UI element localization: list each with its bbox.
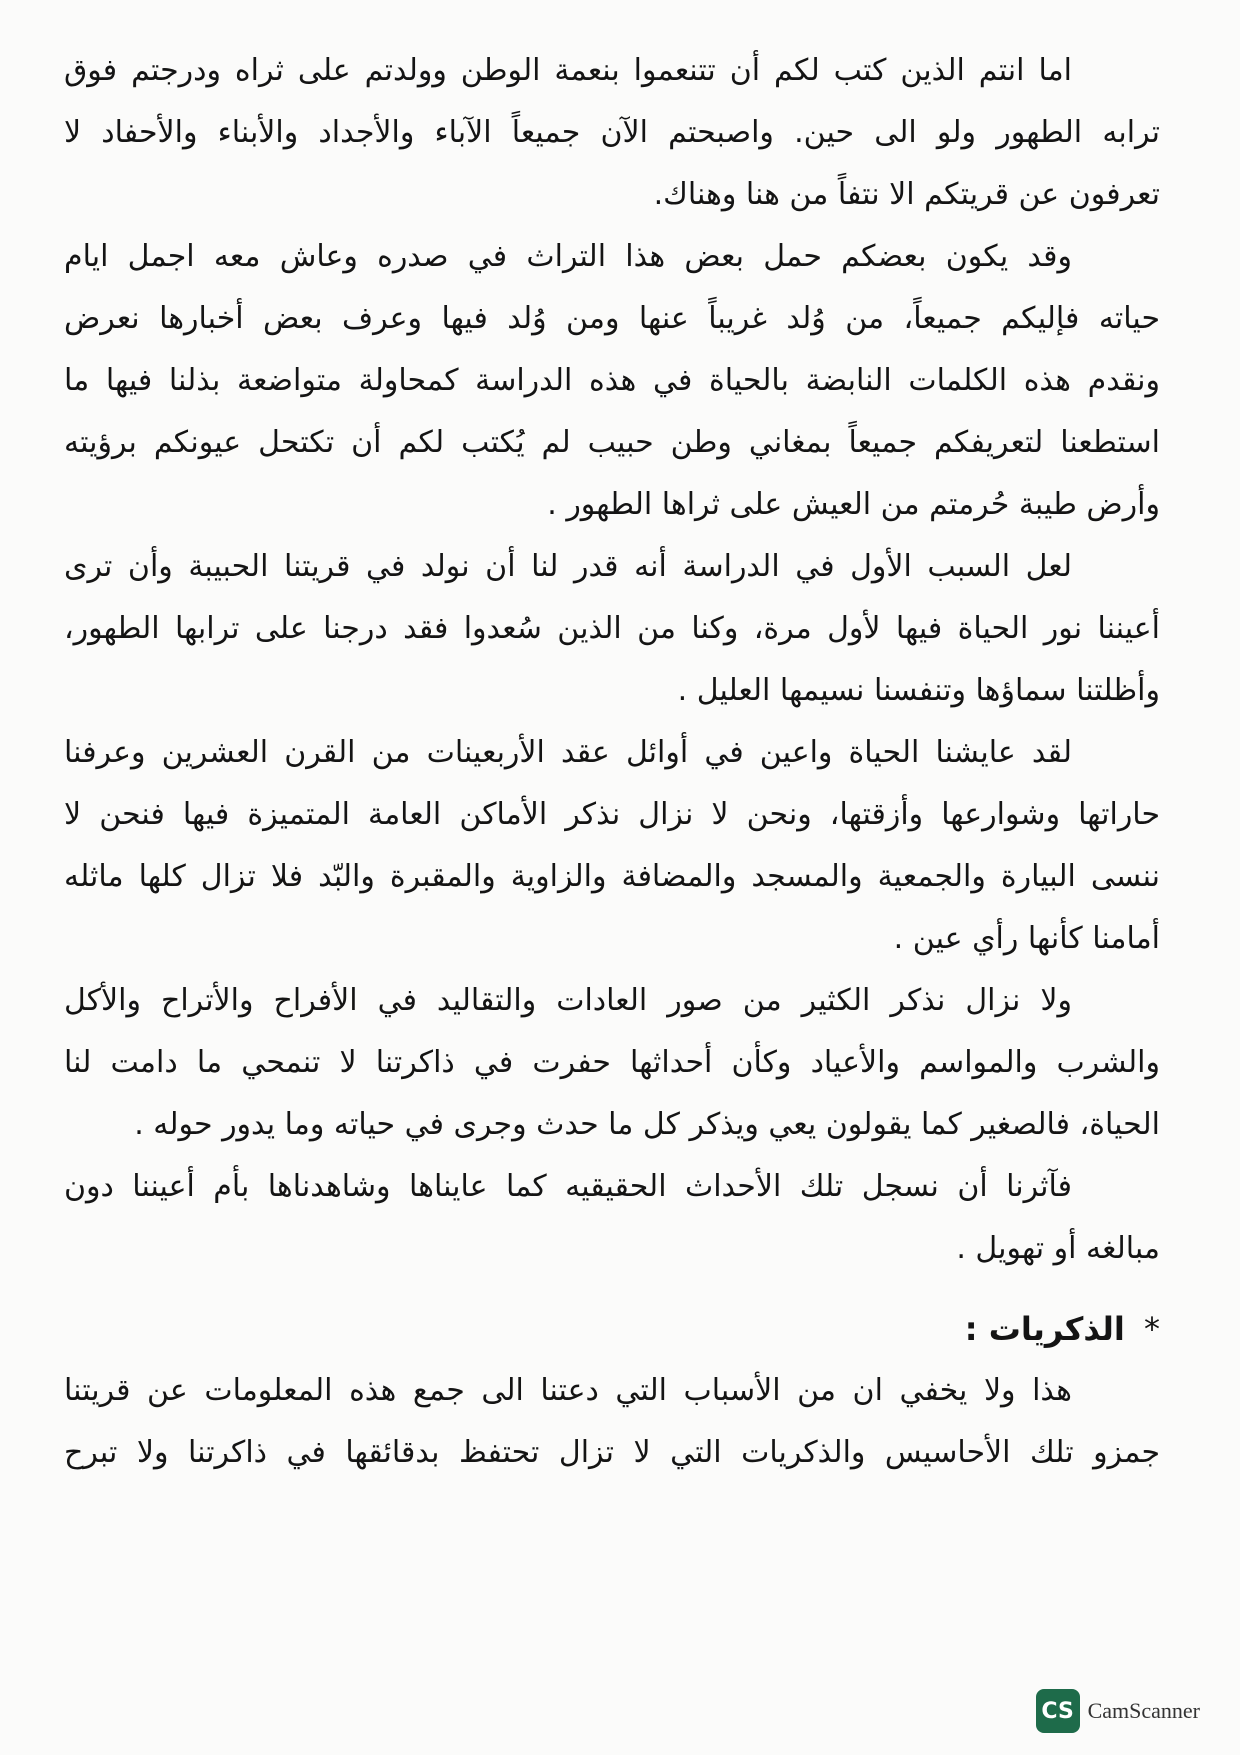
text-line: ونقدم هذه الكلمات النابضة بالحياة في هذه الدراسة كمحاولة متواضعة بذلنا فيها ما	[64, 363, 1160, 398]
text-line: ترابه الطهور ولو الى حين. واصبحتم الآن جميعاً الآباء والأجداد والأبناء والأحفاد لا	[64, 115, 1160, 150]
camscanner-watermark	[1036, 1689, 1200, 1733]
paragraph-6	[60, 1156, 1180, 1280]
text-line: وأرض طيبة حُرمتم من العيش على ثراها الطهور .	[547, 487, 1160, 522]
paragraph-5	[60, 970, 1180, 1156]
text-line: حياته فإليكم جميعاً، من وُلد غريباً عنها ومن وُلد فيها وعرف بعض أخبارها نعرض	[64, 301, 1160, 336]
text-line: ننسى البيارة والجمعية والمسجد والمضافة والزاوية والمقبرة والبّد فلا تزال كلها ماثله	[64, 859, 1160, 894]
text-line: أعيننا نور الحياة فيها لأول مرة، وكنا من الذين سُعدوا فقد درجنا على ترابها الطهور،	[64, 611, 1160, 646]
text-line: والشرب والمواسم والأعياد وكأن أحداثها حفرت في ذاكرتنا لا تنمحي ما دامت لنا	[64, 1045, 1160, 1080]
section-title: الذكريات :	[964, 1310, 1125, 1348]
camscanner-logo-icon: CS	[1036, 1689, 1080, 1733]
text-line: ولا نزال نذكر الكثير من صور العادات والتقاليد في الأفراح والأتراح والأكل	[64, 983, 1072, 1018]
camscanner-label: CamScanner	[1087, 1698, 1200, 1723]
text-line: استطعنا لتعريفكم جميعاً بمغاني وطن حبيب لم يُكتب لكم أن تكتحل عيونكم برؤيته	[64, 425, 1160, 460]
text-line: الحياة، فالصغير كما يقولون يعي ويذكر كل ما حدث وجرى في حياته وما يدور حوله .	[134, 1107, 1160, 1142]
text-line: وقد يكون بعضكم حمل بعض هذا التراث في صدره وعاش معه اجمل ايام	[64, 239, 1072, 274]
text-line: اما انتم الذين كتب لكم أن تتنعموا بنعمة الوطن وولدتم على ثراه ودرجتم فوق	[64, 53, 1072, 88]
document-page	[60, 40, 1180, 1680]
paragraph-1	[60, 40, 1180, 226]
text-line: فآثرنا أن نسجل تلك الأحداث الحقيقيه كما عايناها وشاهدناها بأم أعيننا دون	[64, 1169, 1072, 1204]
paragraph-4	[60, 722, 1180, 970]
spacer	[60, 1280, 1180, 1298]
paragraph-3	[60, 536, 1180, 722]
asterisk-icon: *	[1144, 1310, 1160, 1348]
text-line: وأظلتنا سماؤها وتنفسنا نسيمها العليل .	[677, 673, 1160, 708]
text-line: هذا ولا يخفي ان من الأسباب التي دعتنا الى جمع هذه المعلومات عن قريتنا	[64, 1373, 1072, 1408]
text-line: مبالغه أو تهويل .	[956, 1231, 1160, 1266]
text-line: جمزو تلك الأحاسيس والذكريات التي لا تزال تحتفظ بدقائقها في ذاكرتنا ولا تبرح	[64, 1435, 1160, 1470]
text-line: تعرفون عن قريتكم الا نتفاً من هنا وهناك.	[653, 177, 1160, 212]
paragraph-final	[60, 1360, 1180, 1484]
text-line: لعل السبب الأول في الدراسة أنه قدر لنا أن نولد في قريتنا الحبيبة وأن ترى	[64, 549, 1072, 584]
paragraph-2	[60, 226, 1180, 536]
text-line: حاراتها وشوارعها وأزقتها، ونحن لا نزال نذكر الأماكن العامة المتميزة فيها فنحن لا	[64, 797, 1160, 832]
section-heading	[60, 1298, 1180, 1360]
text-line: أمامنا كأنها رأي عين .	[893, 921, 1160, 956]
text-line: لقد عايشنا الحياة واعين في أوائل عقد الأربعينات من القرن العشرين وعرفنا	[64, 735, 1072, 770]
